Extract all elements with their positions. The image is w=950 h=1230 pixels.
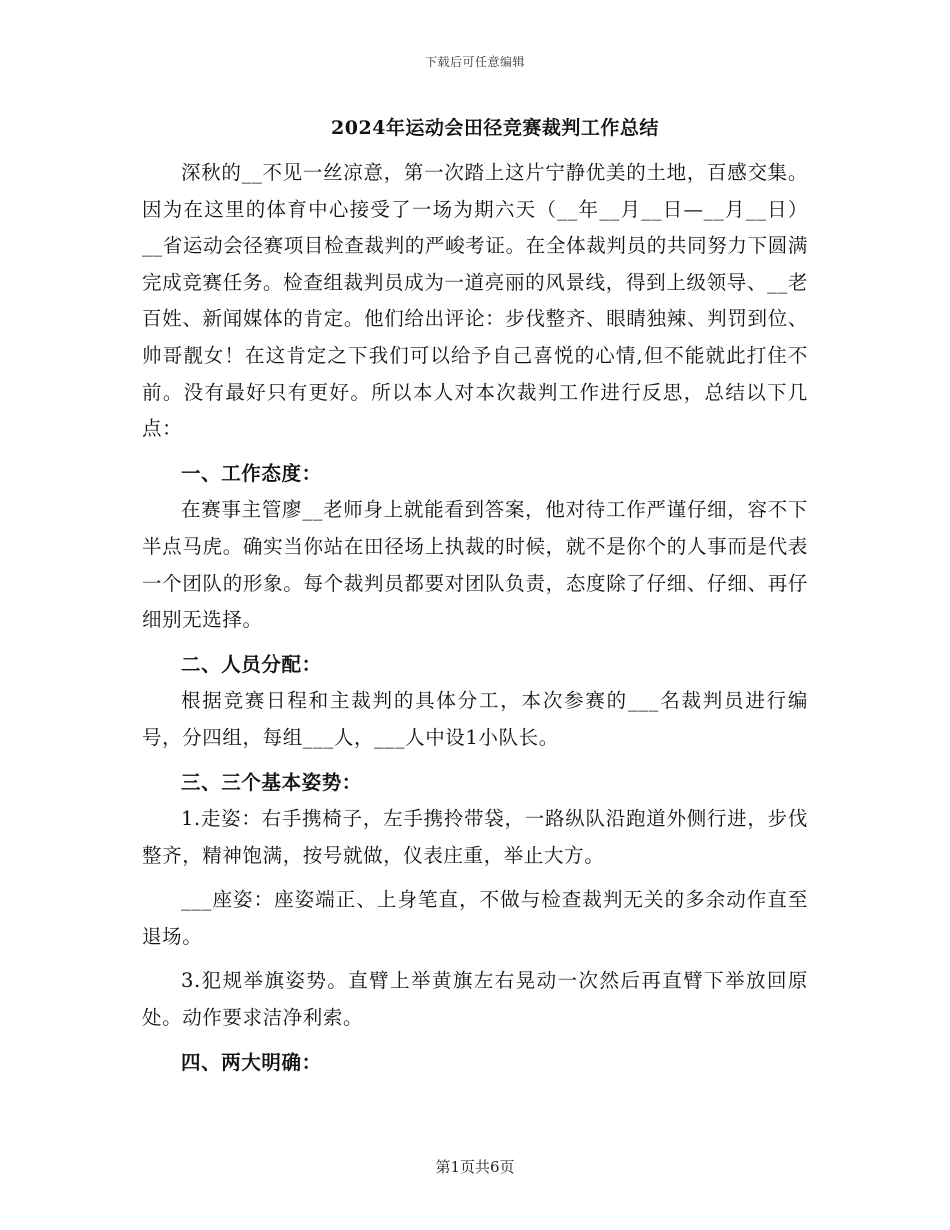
section-heading-postures: 三、三个基本姿势： bbox=[181, 770, 362, 794]
section-heading-staffing: 二、人员分配： bbox=[181, 652, 322, 676]
section-paragraph-attitude: 在赛事主管廖__老师身上就能看到答案，他对待工作严谨仔细，容不下半点马虎。确实当你站在田径场上执裁的时候，就不是你个的人事而是代表一个团队的形象。每个裁判员都要对团队负责，态度除了仔细、仔细、再仔细别无选择。 bbox=[142, 498, 808, 632]
section-heading-attitude: 一、工作态度： bbox=[181, 461, 322, 485]
section-paragraph-flag-posture: 3.犯规举旗姿势。直臂上举黄旗左右晃动一次然后再直臂下举放回原处。动作要求洁净利索。 bbox=[142, 969, 808, 1030]
document-body bbox=[142, 113, 808, 1081]
section-paragraph-walking-posture: 1.走姿：右手携椅子，左手携拎带袋，一路纵队沿跑道外侧行进，步伐整齐，精神饱满，按号就做，仪表庄重，举止大方。 bbox=[142, 807, 808, 867]
document-title: 2024年运动会田径竞赛裁判工作总结 bbox=[331, 117, 659, 139]
section-paragraph-staffing: 根据竞赛日程和主裁判的具体分工，本次参赛的___名裁判员进行编号，分四组，每组___人，___人中设1小队长。 bbox=[142, 689, 808, 749]
intro-paragraph: 深秋的__不见一丝凉意，第一次踏上这片宁静优美的土地，百感交集。因为在这里的体育中心接受了一场为期六天（__年__月__日—__月__日）__省运动会径赛项目检查裁判的严峻考证。在全体裁判员的共同努力下圆满完成竞赛任务。检查组裁判员成为一道亮丽的风景线，得到上级领导、__老百姓、新闻媒体的肯定。他们给出评论：步伐整齐、眼睛独辣、判罚到位、帅哥靓女！在这肯定之下我们可以给予自己喜悦的心情,但不能就此打住不前。没有最好只有更好。所以本人对本次裁判工作进行反思，总结以下几点： bbox=[142, 161, 808, 441]
page-header-note: 下载后可任意编辑 bbox=[424, 55, 525, 69]
page-number: 第1页共6页 bbox=[435, 1158, 515, 1176]
section-paragraph-sitting-posture: ___座姿：座姿端正、上身笔直，不做与检查裁判无关的多余动作直至退场。 bbox=[142, 888, 808, 948]
section-heading-clarifications: 四、两大明确： bbox=[181, 1050, 322, 1074]
